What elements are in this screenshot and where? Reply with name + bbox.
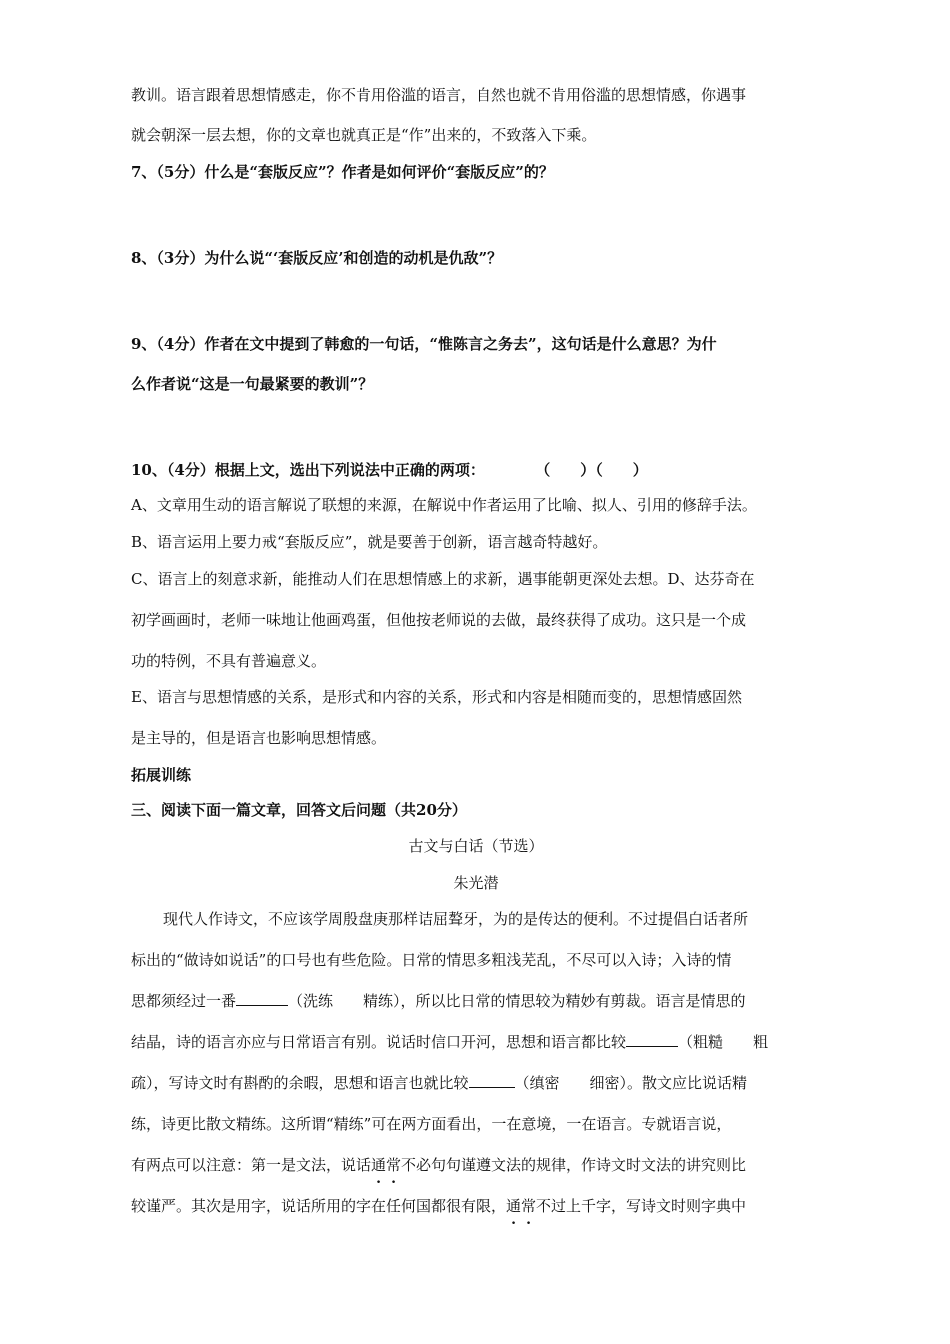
fill-blank-1[interactable] (236, 991, 288, 1006)
article-text: （洗练 精练），所以比日常的情思较为精妙有剪裁。语言是情思的 (288, 992, 746, 1010)
option-b: B、语言运用上要力戒“套版反应”，就是要善于创新，语言越奇特越好。 (131, 533, 608, 551)
section-extension: 拓展训练 (131, 766, 192, 784)
article-author: 朱光潜 (453, 874, 499, 892)
article-text: 疏），写诗文时有斟酌的余暇，思想和语言也就比较 (131, 1074, 469, 1092)
article-line (131, 990, 746, 1011)
article-text: 较谨严。其次是用字，说话所用的字在任何国都很有限， (131, 1197, 507, 1215)
section-3-heading: 三、阅读下面一篇文章，回答文后问题（共20分） (131, 801, 467, 819)
article-text: 思都须经过一番 (131, 992, 237, 1010)
option-e-line1: E、语言与思想情感的关系，是形式和内容的关系，形式和内容是相随而变的，思想情感固然 (131, 688, 742, 706)
question-9-line1: 9、（4分）作者在文中提到了韩愈的一句话，“惟陈言之务去”，这句话是什么意思？为什 (131, 335, 717, 353)
article-line: 练，诗更比散文精练。这所谓“精练”可在两方面看出，一在意境，一在语言。专就语言说， (131, 1115, 732, 1133)
option-e-line2: 是主导的，但是语言也影响思想情感。 (131, 729, 387, 747)
answer-brackets: （ ）（ ） (535, 461, 648, 479)
question-8: 8、（3分）为什么说“‘套版反应’和创造的动机是仇敌”？ (131, 249, 503, 267)
emphasis-char: 常 (386, 1156, 402, 1174)
question-7: 7、（5分）什么是“套版反应”？作者是如何评价“套版反应”的？ (131, 163, 554, 181)
question-10-text: 10、（4分）根据上文，选出下列说法中正确的两项： (131, 461, 485, 479)
paragraph-line: 教训。语言跟着思想情感走，你不肯用俗滥的语言，自然也就不肯用俗滥的思想情感，你遇事 (131, 86, 747, 104)
article-line: 标出的“做诗如说话”的口号也有些危险。日常的情思多粗浅芜乱，不尽可以入诗；入诗的情 (131, 951, 732, 969)
article-text: （缜密 细密）。散文应比说话精 (514, 1074, 748, 1092)
article-text: 结晶，诗的语言亦应与日常语言有别。说话时信口开河，思想和语言都比较 (131, 1033, 627, 1051)
article-text: 不过上千字，写诗文时则字典中 (536, 1197, 747, 1215)
article-line (131, 1072, 747, 1093)
question-9-line2: 么作者说“这是一句最紧要的教训”？ (131, 375, 374, 393)
article-line (131, 1031, 768, 1052)
emphasis-char: 通 (506, 1197, 522, 1215)
question-10-stem (131, 459, 648, 480)
article-line (131, 1195, 746, 1216)
article-title: 古文与白话（节选） (408, 837, 544, 855)
fill-blank-2[interactable] (626, 1032, 678, 1047)
option-d-line2: 初学画画时，老师一味地让他画鸡蛋，但他按老师说的去做，最终获得了成功。这只是一个成 (131, 611, 747, 629)
option-c-d: C、语言上的刻意求新，能推动人们在思想情感上的求新，遇事能朝更深处去想。D、达芬奇在 (131, 570, 755, 588)
article-line: 现代人作诗文，不应该学周殷盘庚那样诘屈聱牙，为的是传达的便利。不过提倡白话者所 (163, 910, 749, 928)
option-d-line3: 功的特例，不具有普遍意义。 (131, 652, 327, 670)
emphasis-char: 常 (521, 1197, 537, 1215)
option-a: A、文章用生动的语言解说了联想的来源，在解说中作者运用了比喻、拟人、引用的修辞手法。 (131, 496, 757, 514)
emphasis-char: 通 (371, 1156, 387, 1174)
fill-blank-3[interactable] (469, 1073, 515, 1088)
article-text: （粗糙 粗 (678, 1033, 769, 1051)
article-line (131, 1154, 746, 1175)
article-text: 有两点可以注意：第一是文法，说话 (131, 1156, 372, 1174)
paragraph-line: 就会朝深一层去想，你的文章也就真正是“作”出来的，不致落入下乘。 (131, 126, 597, 144)
article-text: 不必句句谨遵文法的规律，作诗文时文法的讲究则比 (401, 1156, 747, 1174)
